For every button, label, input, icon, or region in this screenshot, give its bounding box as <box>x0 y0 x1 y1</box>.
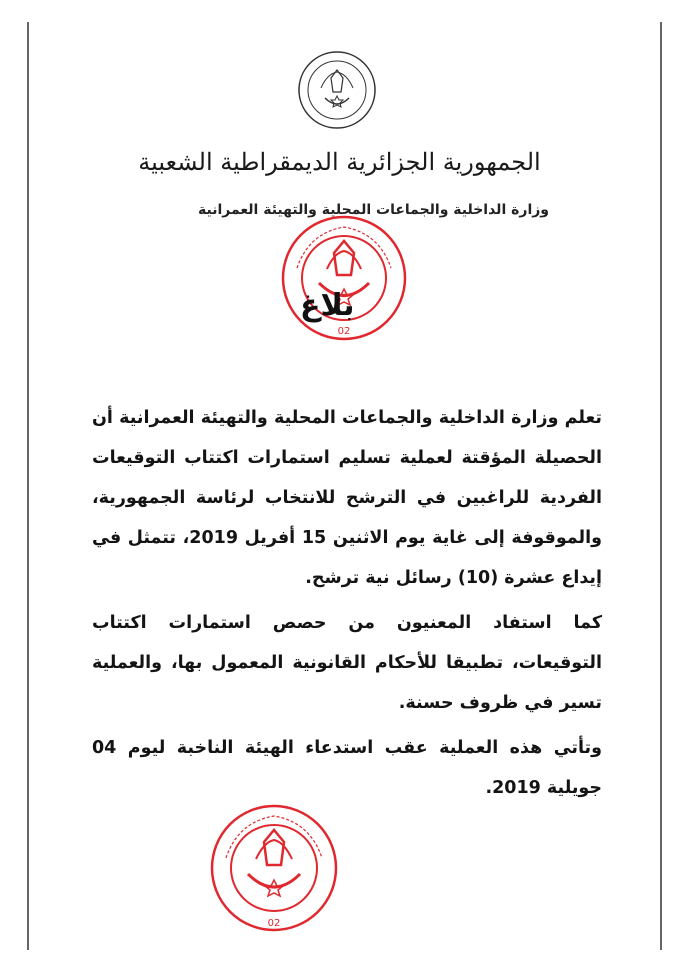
paragraph-3: وتأتي هذه العملية عقب استدعاء الهيئة الناخبة ليوم 04 جويلية 2019. <box>92 738 602 798</box>
paragraph-1: تعلم وزارة الداخلية والجماعات المحلية والتهيئة العمرانية أن الحصيلة المؤقتة لعملية تسليم استمارات اكتتاب التوقيعات الفردية للراغبين في الترشح للانتخاب لرئاسة الجمهورية، والموقوفة إلى غاية يوم الاثنين 15 أفريل 2019، تتمثل في إيداع عشرة (10) رسائل نية ترشح. <box>92 408 602 588</box>
paragraph-2: كما استفاد المعنيون من حصص استمارات اكتتاب التوقيعات، تطبيقا للأحكام القانونية المعمول بها، والعملية تسير في ظروف حسنة. <box>92 613 602 713</box>
official-stamp <box>279 213 409 343</box>
communique-title: بلاغ <box>300 288 355 323</box>
svg-text:02: 02 <box>267 918 281 929</box>
svg-text:02: 02 <box>337 326 351 337</box>
official-stamp-bottom <box>208 802 341 935</box>
ministry-heading: وزارة الداخلية والجماعات المحلية والتهيئة العمرانية <box>198 202 549 218</box>
national-emblem-seal <box>295 48 379 132</box>
republic-heading: الجمهورية الجزائرية الديمقراطية الشعبية <box>138 148 541 176</box>
